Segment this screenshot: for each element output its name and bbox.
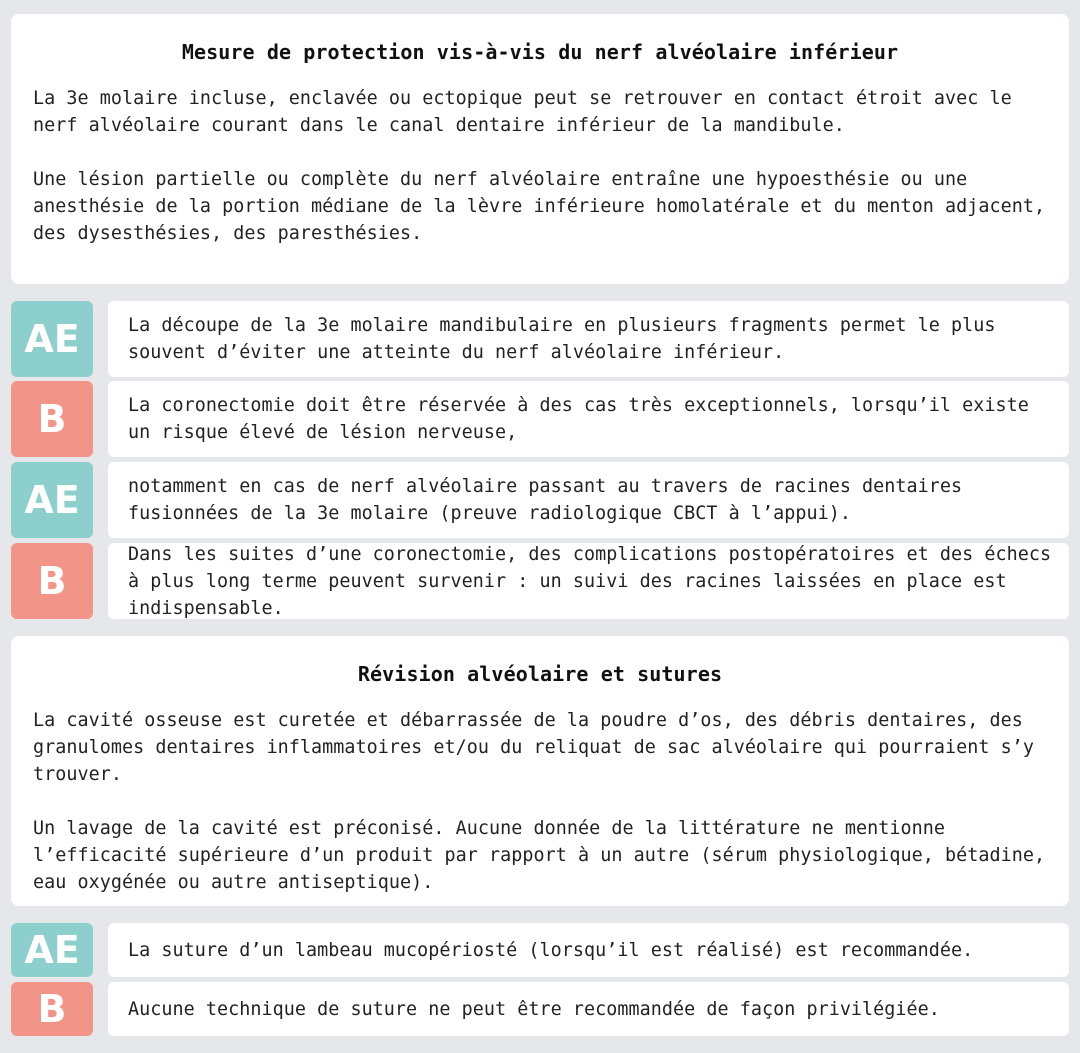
section-card-alveolar-revision <box>11 636 1069 906</box>
recommendation-text: La suture d’un lambeau mucopériosté (lorsqu’il est réalisé) est recommandée. <box>128 939 974 961</box>
grade-badge-b: B <box>11 381 93 457</box>
paragraph: Un lavage de la cavité est préconisé. Aucune donnée de la littérature ne mentionne l’efficacité supérieure d’un produit par rapport à un autre (sérum physiologique, bétadine, eau oxygénée ou autre antiseptique). <box>33 818 1046 893</box>
recommendation-row <box>11 301 1069 377</box>
recommendation-text: notamment en cas de nerf alvéolaire passant au travers de racines dentaires fusionnées de la 3e molaire (preuve radiologique CBCT à l’appui). <box>128 476 963 524</box>
grade-badge-ae: AE <box>11 301 93 377</box>
recommendation-text: La coronectomie doit être réservée à des cas très exceptionnels, lorsqu’il existe un risque élevé de lésion nerveuse, <box>128 395 1029 443</box>
recommendation-text: Aucune technique de suture ne peut être recommandée de façon privilégiée. <box>128 998 940 1020</box>
recommendation-box <box>108 982 1069 1036</box>
grade-badge-ae: AE <box>11 462 93 538</box>
recommendation-row <box>11 381 1069 457</box>
recommendation-row <box>11 923 1069 977</box>
recommendation-box <box>108 923 1069 977</box>
grade-badge-b: B <box>11 982 93 1036</box>
paragraph: La 3e molaire incluse, enclavée ou ectopique peut se retrouver en contact étroit avec le nerf alvéolaire courant dans le canal dentaire inférieur de la mandibule. <box>33 88 1012 136</box>
recommendation-row <box>11 982 1069 1036</box>
section-card-nerve-protection <box>11 14 1069 284</box>
paragraph: La cavité osseuse est curetée et débarrassée de la poudre d’os, des débris dentaires, des granulomes dentaires inflammatoires et/ou du reliquat de sac alvéolaire qui pourraient s’y trouver. <box>33 710 1034 785</box>
recommendation-box <box>108 462 1069 538</box>
recommendation-text: Dans les suites d’une coronectomie, des complications postopératoires et des échecs à plus long terme peuvent survenir : un suivi des racines laissées en place est indispensable. <box>128 543 1052 619</box>
recommendation-box <box>108 381 1069 457</box>
paragraph: Une lésion partielle ou complète du nerf alvéolaire entraîne une hypoesthésie ou une anesthésie de la portion médiane de la lèvre inférieure homolatérale et du menton adjacent, des dysesthésies, des paresthésies. <box>33 169 1046 244</box>
recommendation-text: La découpe de la 3e molaire mandibulaire en plusieurs fragments permet le plus souvent d’éviter une atteinte du nerf alvéolaire inférieur. <box>128 315 996 363</box>
recommendation-box <box>108 543 1069 619</box>
grade-badge-b: B <box>11 543 93 619</box>
section-title: Mesure de protection vis-à-vis du nerf alvéolaire inférieur <box>181 40 899 64</box>
grade-badge-ae: AE <box>11 923 93 977</box>
recommendation-box <box>108 301 1069 377</box>
recommendation-row <box>11 543 1069 619</box>
section-title: Révision alvéolaire et sutures <box>357 662 723 686</box>
recommendation-row <box>11 462 1069 538</box>
